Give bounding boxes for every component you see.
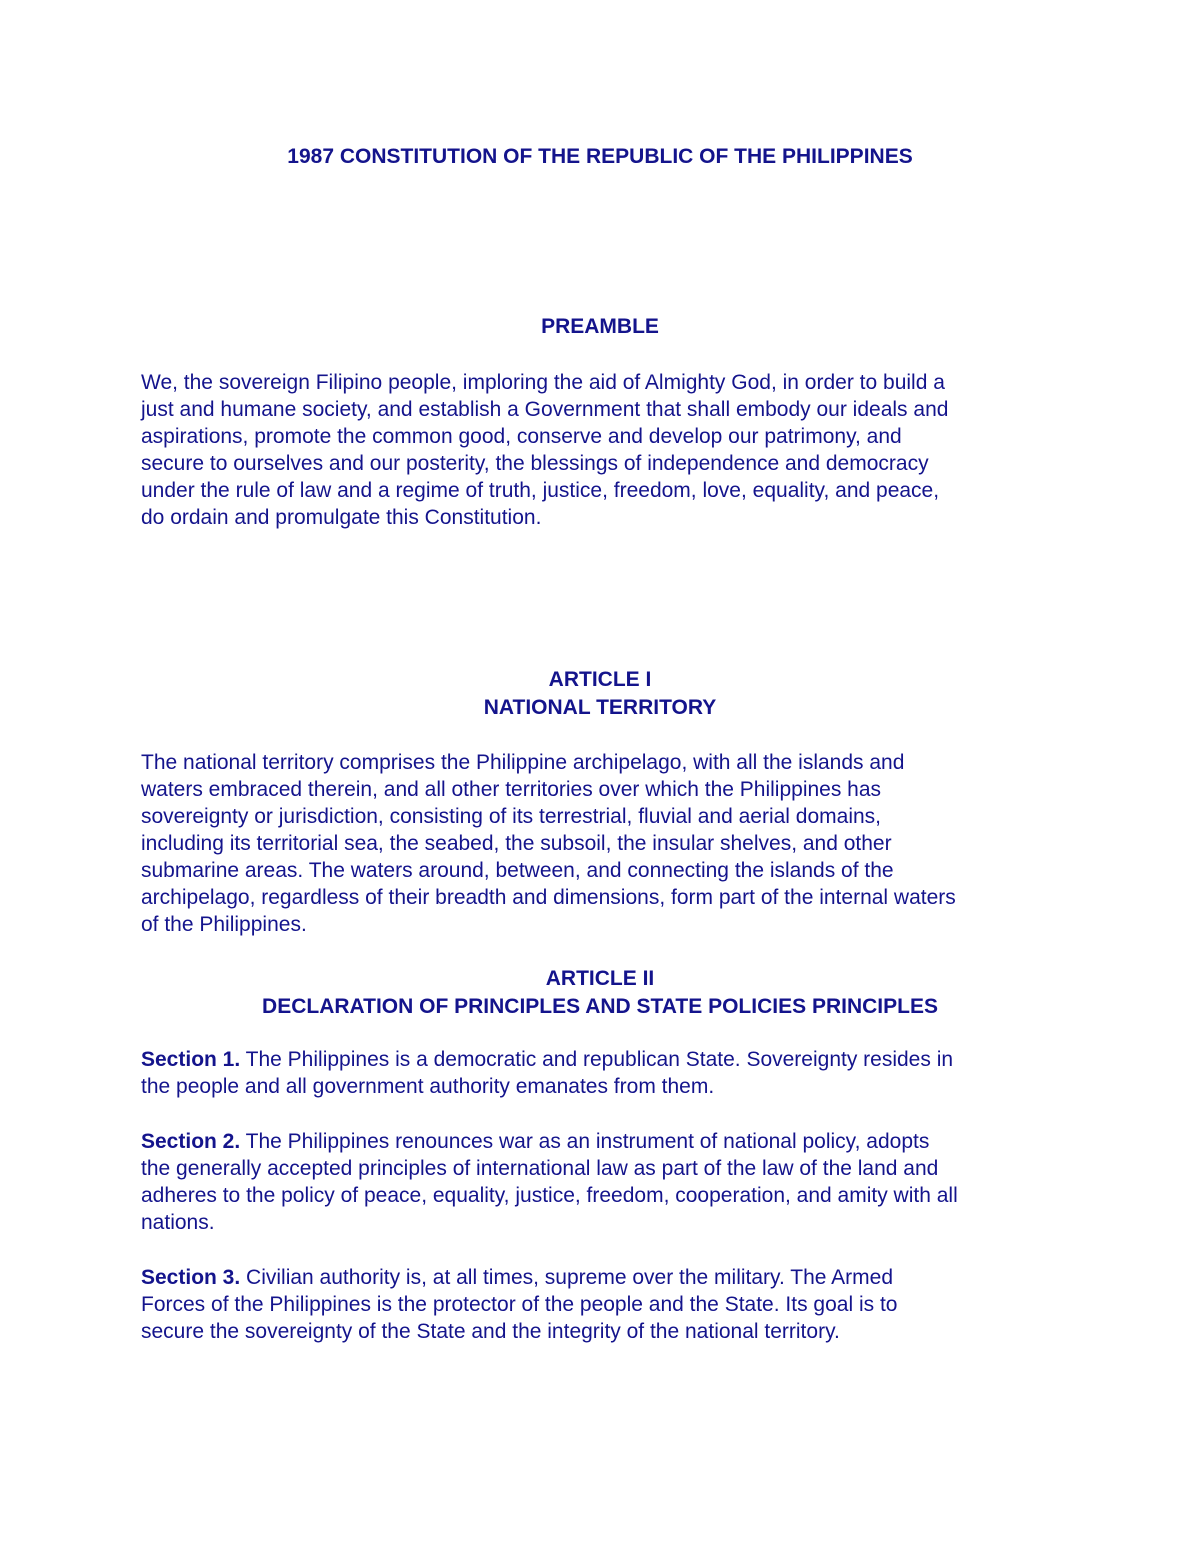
- section-3-first-line: [141, 1264, 1071, 1291]
- preamble-line: We, the sovereign Filipino people, imploring the aid of Almighty God, in order to build a: [141, 371, 945, 394]
- section-3-line: secure the sovereignty of the State and the integrity of the national territory.: [141, 1320, 840, 1343]
- section-2-line: the generally accepted principles of international law as part of the law of the land and: [141, 1157, 939, 1180]
- section-1-first-line: [141, 1046, 1071, 1073]
- section-3-label: Section 3.: [141, 1266, 241, 1289]
- preamble-line: just and humane society, and establish a Government that shall embody our ideals and: [141, 398, 949, 421]
- section-2-first-line: [141, 1128, 1071, 1155]
- section-1-label: Section 1.: [141, 1048, 241, 1071]
- preamble-line: do ordain and promulgate this Constitution.: [141, 506, 542, 529]
- section-1-line: the people and all government authority emanates from them.: [141, 1075, 715, 1098]
- article-1-line: archipelago, regardless of their breadth and dimensions, form part of the internal waters: [141, 886, 956, 909]
- preamble-line: secure to ourselves and our posterity, the blessings of independence and democracy: [141, 452, 929, 475]
- article-1-line: waters embraced therein, and all other territories over which the Philippines has: [141, 778, 882, 801]
- article-1-line: sovereignty or jurisdiction, consisting of its terrestrial, fluvial and aerial domains,: [141, 805, 881, 828]
- article-1-line: including its territorial sea, the seabed, the subsoil, the insular shelves, and other: [141, 832, 892, 855]
- section-2-line: adheres to the policy of peace, equality, justice, freedom, cooperation, and amity with all: [141, 1184, 958, 1207]
- section-3-line: Forces of the Philippines is the protector of the people and the State. Its goal is to: [141, 1293, 898, 1316]
- preamble-line: aspirations, promote the common good, conserve and develop our patrimony, and: [141, 425, 902, 448]
- section-2-paragraph: [141, 1128, 1071, 1236]
- section-1-text: The Philippines is a democratic and republican State. Sovereignty resides in: [240, 1048, 954, 1071]
- article-1-title: NATIONAL TERRITORY: [483, 696, 717, 719]
- section-3-paragraph: [141, 1264, 1071, 1345]
- article-2-title: DECLARATION OF PRINCIPLES AND STATE POLICIES PRINCIPLES: [262, 995, 938, 1018]
- preamble-heading: [0, 313, 1200, 341]
- section-2-text: The Philippines renounces war as an instrument of national policy, adopts: [240, 1130, 930, 1153]
- preamble-paragraph: [141, 369, 1071, 531]
- article-2-heading: [0, 965, 1200, 1021]
- document-title: 1987 CONSTITUTION OF THE REPUBLIC OF THE PHILIPPINES: [287, 145, 913, 168]
- article-1-paragraph: [141, 749, 1071, 938]
- section-2-line: nations.: [141, 1211, 215, 1234]
- preamble-line: under the rule of law and a regime of truth, justice, freedom, love, equality, and peace,: [141, 479, 940, 502]
- section-1-paragraph: [141, 1046, 1071, 1100]
- section-2-label: Section 2.: [141, 1130, 241, 1153]
- article-2-number: ARTICLE II: [545, 967, 655, 990]
- article-1-number: ARTICLE I: [548, 668, 652, 691]
- article-1-heading: [0, 666, 1200, 722]
- section-3-text: Civilian authority is, at all times, supreme over the military. The Armed: [240, 1266, 893, 1289]
- preamble-heading-text: PREAMBLE: [541, 315, 659, 338]
- article-1-line: of the Philippines.: [141, 913, 307, 936]
- article-1-line: submarine areas. The waters around, between, and connecting the islands of the: [141, 859, 894, 882]
- article-1-line: The national territory comprises the Philippine archipelago, with all the islands and: [141, 751, 905, 774]
